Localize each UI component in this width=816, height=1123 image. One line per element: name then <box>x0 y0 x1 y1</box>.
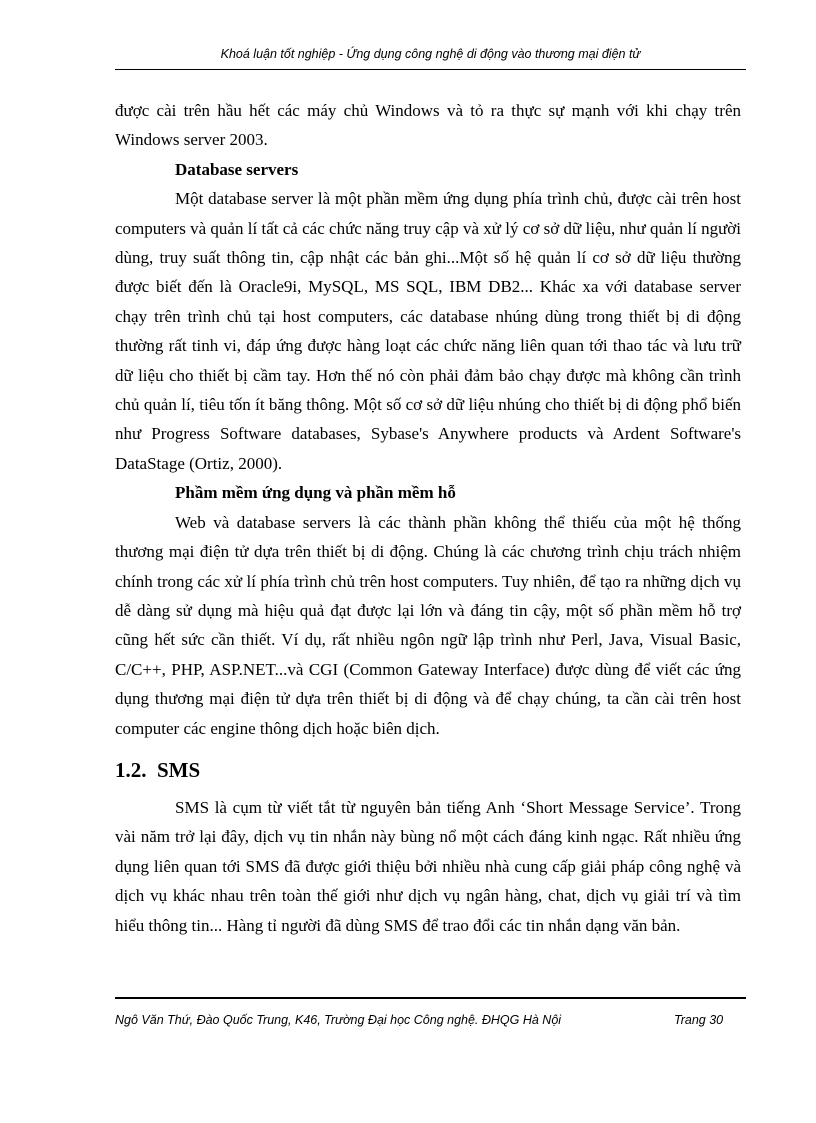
footer-divider <box>115 997 746 999</box>
footer-authors: Ngô Văn Thứ, Đào Quốc Trung, K46, Trường Đại học Công nghệ. ĐHQG Hà Nội <box>115 1013 562 1027</box>
section-heading-sms <box>115 755 741 785</box>
paragraph-application-software: Web và database servers là các thành phần không thể thiếu của một hệ thống thương mại điện tử dựa trên thiết bị di động. Chúng là các chương trình chịu trách nhiệm chính trong các xử lí phía trình chủ trên host computers. Tuy nhiên, để tạo ra những dịch vụ dễ dàng sử dụng mà hiệu quả đạt được lại lớn và đáng tin cậy, một số phần mềm hỗ trợ cũng hết sức cần thiết. Ví dụ, rất nhiều ngôn ngữ lập trình như Perl, Java, Visual Basic, C/C++, PHP, ASP.NET...và CGI (Common Gateway Interface) được dùng để viết các ứng dụng thương mại điện tử dựa trên thiết bị di động và để chạy chúng, ta cần cài trên host computer các engine thông dịch hoặc biên dịch. <box>115 512 741 738</box>
paragraph-database-servers: Một database server là một phần mềm ứng dụng phía trình chủ, được cài trên host computers và quản lí tất cả các chức năng truy cập và xử lý cơ sở dữ liệu, như quản lí người dùng, truy suất thông tin, cập nhật các bản ghi...Một số hệ quản lí cơ sở dữ liệu thường được biết đến là Oracle9i, MySQL, MS SQL, IBM DB2... Khác xa với database server chạy trên trình chủ tại host computers, các database nhúng dùng trong thiết bị di động thường rất tinh vi, đáp ứng được hàng loạt các chức năng liên quan tới thao tác và lưu trữ dữ liệu cho thiết bị cầm tay. Hơn thế nó còn phải đảm bảo chạy được mà không cần trình chủ quản lí, tiêu tốn ít băng thông. Một số cơ sở dữ liệu nhúng cho thiết bị di động phổ biến như Progress Software databases, Sybase's Anywhere products và Ardent Software's DataStage (Ortiz, 2000). <box>115 189 741 473</box>
page-number: Trang 30 <box>674 1013 724 1027</box>
section-number: 1.2. <box>115 757 147 782</box>
header-divider <box>115 69 746 70</box>
heading-application-software: Phầm mềm ứng dụng và phần mềm hỗ <box>175 483 456 503</box>
running-header: Khoá luận tốt nghiệp - Ứng dụng công nghệ di động vào thương mại điện tử <box>220 47 641 61</box>
paragraph-sms: SMS là cụm từ viết tắt từ nguyên bản tiếng Anh ‘Short Message Service’. Trong vài năm trở lại đây, dịch vụ tin nhắn này bùng nổ một cách đáng kinh ngạc. Rất nhiều ứng dụng liên quan tới SMS đã được giới thiệu bởi nhiều nhà cung cấp giải pháp công nghệ và dịch vụ khác nhau trên toàn thế giới như dịch vụ ngân hàng, chat, dịch vụ giải trí và tìm hiểu thông tin... Hàng tỉ người đã dùng SMS để trao đổi các tin nhắn dạng văn bản. <box>115 797 741 935</box>
paragraph-web-continuation: được cài trên hầu hết các máy chủ Windows và tỏ ra thực sự mạnh với khi chạy trên Windows server 2003. <box>115 101 741 150</box>
section-title: SMS <box>157 757 201 782</box>
page-content <box>115 96 741 940</box>
heading-database-servers: Database servers <box>175 159 299 179</box>
